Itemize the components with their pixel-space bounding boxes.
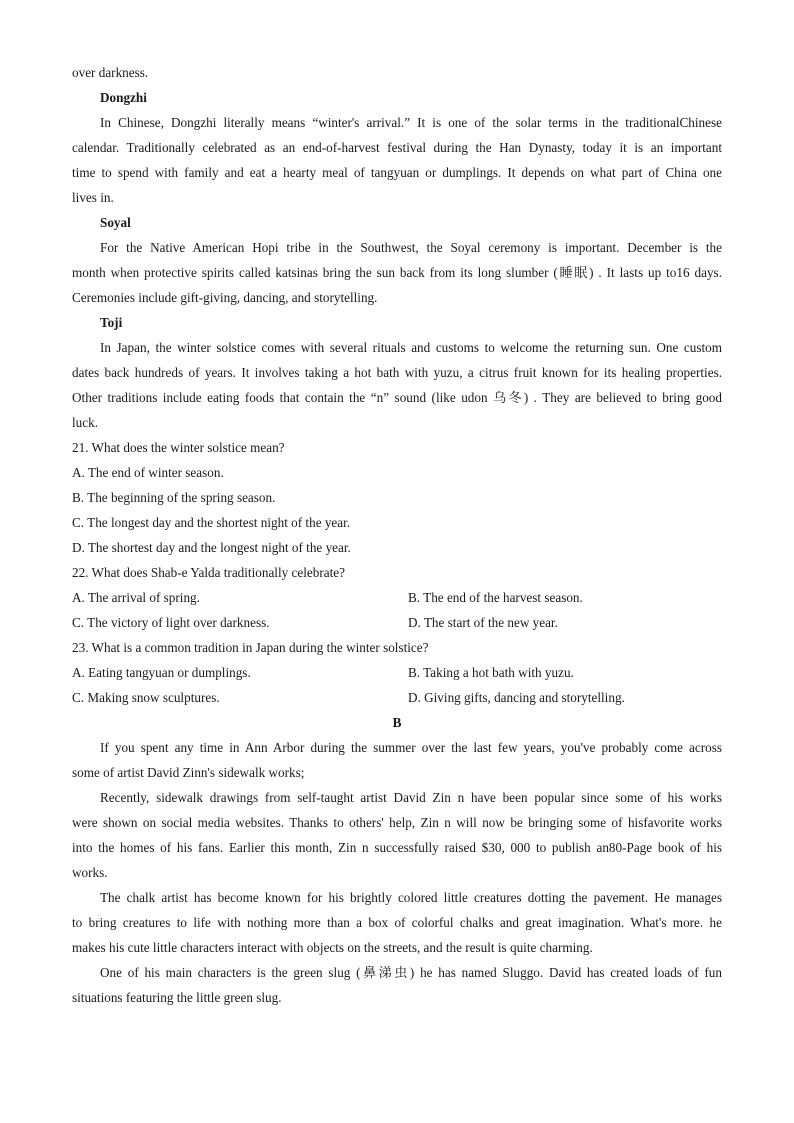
question-23-option-d: D. Giving gifts, dancing and storytelling. (408, 690, 625, 705)
soyal-line: Ceremonies include gift-giving, dancing, and storytelling. (72, 290, 378, 305)
passage-b-line: makes his cute little characters interact with objects on the streets, and the result is quite charming. (72, 940, 593, 955)
passage-b-line: situations featuring the little green slug. (72, 990, 282, 1005)
passage-b-line: were shown on social media websites. Thanks to others' help, Zin n will now be bringing some of hisfavorite works (72, 815, 722, 830)
question-22-option-d: D. The start of the new year. (408, 615, 558, 630)
soyal-heading: Soyal (100, 215, 131, 230)
passage-b-line: to bring creatures to life with nothing more than a box of colorful chalks and great imagination. What's more. he (72, 915, 722, 930)
document-page (72, 60, 722, 1010)
question-21-option-d: D. The shortest day and the longest night of the year. (72, 540, 351, 555)
question-23-option-a: A. Eating tangyuan or dumplings. (72, 665, 251, 680)
question-21-stem: 21. What does the winter solstice mean? (72, 440, 285, 455)
soyal-line: month when protective spirits called katsinas bring the sun back from its long slumber (睡眠) . It lasts up to16 days. (72, 265, 722, 280)
passage-b-line: If you spent any time in Ann Arbor during the summer over the last few years, you've probably come across (100, 740, 722, 755)
toji-line: luck. (72, 415, 99, 430)
section-b-label: B (392, 715, 402, 730)
question-22-option-c: C. The victory of light over darkness. (72, 615, 270, 630)
question-22-options-row (72, 610, 722, 635)
passage-b-line: One of his main characters is the green slug (鼻涕虫) he has named Sluggo. David has created loads of fun (100, 965, 722, 980)
question-23-options-row (72, 660, 722, 685)
dongzhi-line: time to spend with family and eat a hearty meal of tangyuan or dumplings. It depends on what part of China one (72, 165, 722, 180)
question-23-options-row (72, 685, 722, 710)
question-21-option-a: A. The end of winter season. (72, 465, 224, 480)
passage-b-line: into the homes of his fans. Earlier this month, Zin n successfully raised $30, 000 to publish an80-Page book of his (72, 840, 722, 855)
question-23-option-b: B. Taking a hot bath with yuzu. (408, 665, 574, 680)
toji-line: dates back hundreds of years. It involves taking a hot bath with yuzu, a citrus fruit known for its healing properties. (72, 365, 722, 380)
question-22-option-b: B. The end of the harvest season. (408, 590, 583, 605)
question-21-option-c: C. The longest day and the shortest night of the year. (72, 515, 351, 530)
dongzhi-line: In Chinese, Dongzhi literally means “winter's arrival.” It is one of the solar terms in the traditionalChinese (100, 115, 722, 130)
soyal-line: For the Native American Hopi tribe in the Southwest, the Soyal ceremony is important. December is the (100, 240, 722, 255)
passage-b-line: The chalk artist has become known for his brightly colored little creatures dotting the pavement. He manages (100, 890, 722, 905)
toji-heading: Toji (100, 315, 123, 330)
dongzhi-heading: Dongzhi (100, 90, 147, 105)
dongzhi-line: calendar. Traditionally celebrated as an end-of-harvest festival during the Han Dynasty, today it is an important (72, 140, 722, 155)
dongzhi-line: lives in. (72, 190, 114, 205)
question-23-stem: 23. What is a common tradition in Japan during the winter solstice? (72, 640, 429, 655)
passage-b-line: Recently, sidewalk drawings from self-taught artist David Zin n have been popular since some of his works (100, 790, 722, 805)
passage-b-line: works. (72, 865, 108, 880)
passage-b-line: some of artist David Zinn's sidewalk works; (72, 765, 305, 780)
question-21-option-b: B. The beginning of the spring season. (72, 490, 276, 505)
question-23-option-c: C. Making snow sculptures. (72, 690, 220, 705)
question-22-options-row (72, 585, 722, 610)
question-22-option-a: A. The arrival of spring. (72, 590, 200, 605)
toji-line: Other traditions include eating foods that contain the “n” sound (like udon 乌冬) . They are believed to bring good (72, 390, 722, 405)
toji-line: In Japan, the winter solstice comes with several rituals and customs to welcome the returning sun. One custom (100, 340, 722, 355)
question-22-stem: 22. What does Shab-e Yalda traditionally celebrate? (72, 565, 345, 580)
intro-tail: over darkness. (72, 65, 149, 80)
